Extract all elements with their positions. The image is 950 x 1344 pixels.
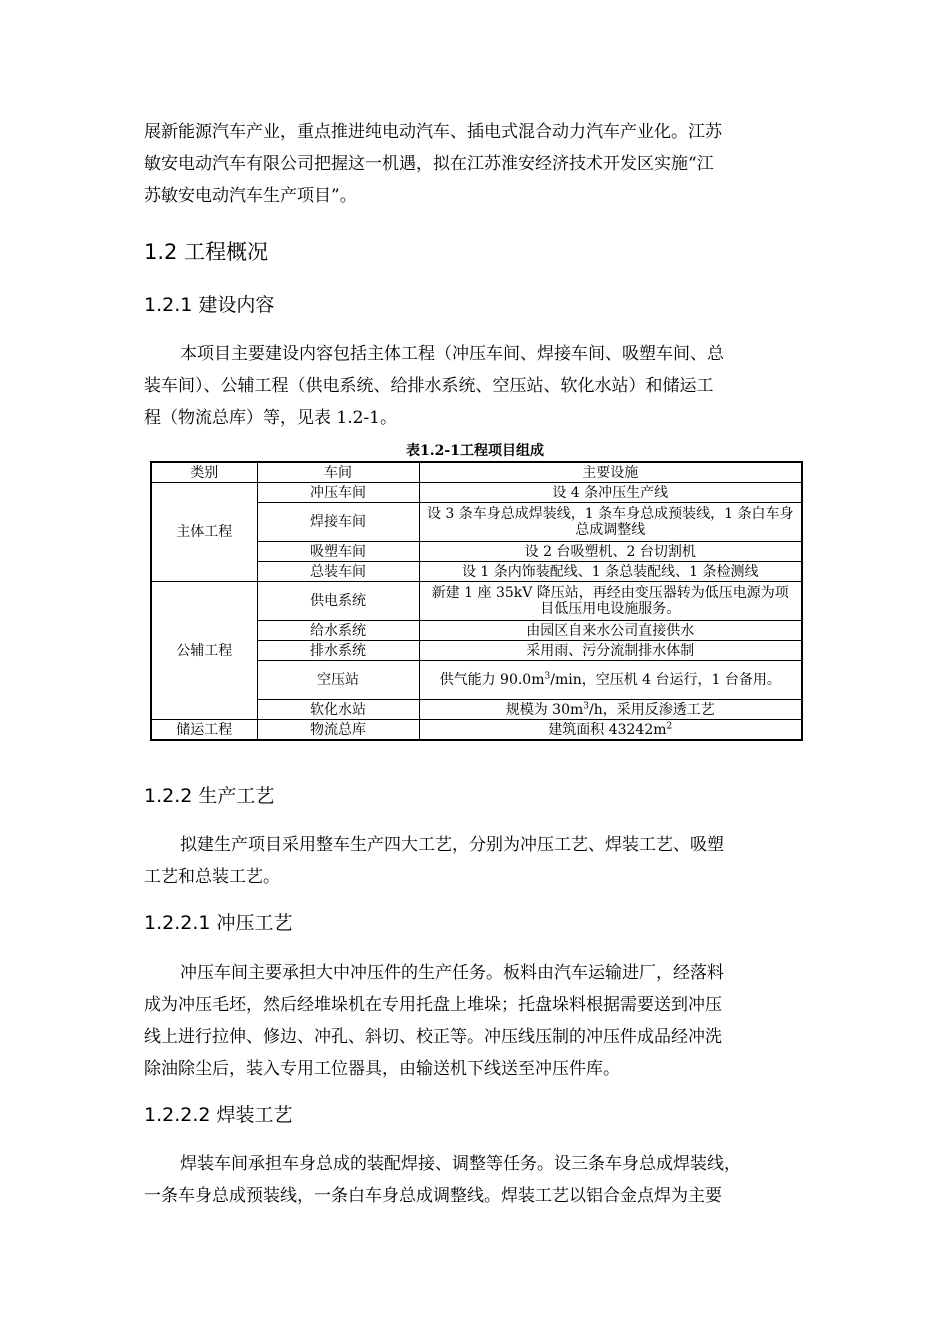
table-row — [151, 720, 802, 741]
cell-workshop: 软化水站 — [257, 700, 419, 720]
project-composition-table — [150, 461, 803, 741]
cell-workshop: 供电系统 — [257, 582, 419, 621]
table-row — [151, 582, 802, 621]
cell-workshop: 排水系统 — [257, 641, 419, 661]
cell-workshop: 吸塑车间 — [257, 542, 419, 562]
cell-facility: 采用雨、污分流制排水体制 — [419, 641, 802, 661]
cell-workshop: 空压站 — [257, 661, 419, 700]
section-heading-1-2: 1.2 工程概况 — [144, 240, 269, 264]
table-header-row — [151, 462, 802, 483]
cell-facility: 设 4 条冲压生产线 — [419, 483, 802, 503]
section-heading-1-2-2-2: 1.2.2.2 焊装工艺 — [144, 1104, 293, 1126]
cell-facility: 设 2 台吸塑机、2 台切割机 — [419, 542, 802, 562]
stamping-paragraph: 冲压车间主要承担大中冲压件的生产任务。板料由汽车运输进厂，经落料 成为冲压毛坯，然后经堆垛机在专用托盘上堆垛；托盘垛料根据需要送到冲压 线上进行拉伸、修边、冲孔、斜切、校正等。冲压线压制的冲压件成品经冲洗 除油除尘后，装入专用工位器具，由输送机下线送至冲压件库。 — [144, 963, 724, 1079]
section-heading-1-2-2: 1.2.2 生产工艺 — [144, 785, 275, 807]
construction-paragraph: 本项目主要建设内容包括主体工程（冲压车间、焊接车间、吸塑车间、总 装车间）、公辅工程（供电系统、给排水系统、空压站、软化水站）和储运工 程（物流总库）等，见表 1.2-1。 — [144, 344, 724, 428]
intro-paragraph: 展新能源汽车产业，重点推进纯电动汽车、插电式混合动力汽车产业化。江苏 敏安电动汽车有限公司把握这一机遇，拟在江苏淮安经济技术开发区实施“江 苏敏安电动汽车生产项目”。 — [144, 122, 722, 206]
section-heading-1-2-2-1: 1.2.2.1 冲压工艺 — [144, 912, 293, 934]
cell-facility: 设 1 条内饰装配线、1 条总装配线、1 条检测线 — [419, 562, 802, 582]
cell-workshop: 冲压车间 — [257, 483, 419, 503]
cell-workshop: 物流总库 — [257, 720, 419, 741]
group-storage: 储运工程 — [151, 720, 257, 741]
section-heading-1-2-1: 1.2.1 建设内容 — [144, 294, 275, 316]
cell-facility: 设 3 条车身总成焊装线，1 条车身总成预装线，1 条白车身总成调整线 — [419, 503, 802, 542]
header-facility: 主要设施 — [419, 462, 802, 483]
group-aux: 公辅工程 — [151, 582, 257, 720]
cell-facility: 新建 1 座 35kV 降压站，再经由变压器转为低压电源为项目低压用电设施服务。 — [419, 582, 802, 621]
cell-facility: 建筑面积 $43242m^2$ — [419, 720, 802, 741]
cell-workshop: 焊接车间 — [257, 503, 419, 542]
table-caption: 表1.2-1工程项目组成 — [406, 443, 544, 459]
cell-facility: 规模为 $30m^3/h$，采用反渗透工艺 — [419, 700, 802, 720]
header-category: 类别 — [151, 462, 257, 483]
cell-workshop: 总装车间 — [257, 562, 419, 582]
process-paragraph: 拟建生产项目采用整车生产四大工艺，分别为冲压工艺、焊装工艺、吸塑 工艺和总装工艺。 — [144, 835, 724, 887]
header-workshop: 车间 — [257, 462, 419, 483]
welding-paragraph: 焊装车间承担车身总成的装配焊接、调整等任务。设三条车身总成焊装线， 一条车身总成预装线，一条白车身总成调整线。焊装工艺以铝合金点焊为主要 — [144, 1154, 741, 1206]
cell-facility: 由园区自来水公司直接供水 — [419, 621, 802, 641]
group-main: 主体工程 — [151, 483, 257, 582]
cell-workshop: 给水系统 — [257, 621, 419, 641]
table-row — [151, 483, 802, 503]
cell-facility: 供气能力 $90.0m^3/\min$，空压机 4 台运行，1 台备用。 — [419, 661, 802, 700]
